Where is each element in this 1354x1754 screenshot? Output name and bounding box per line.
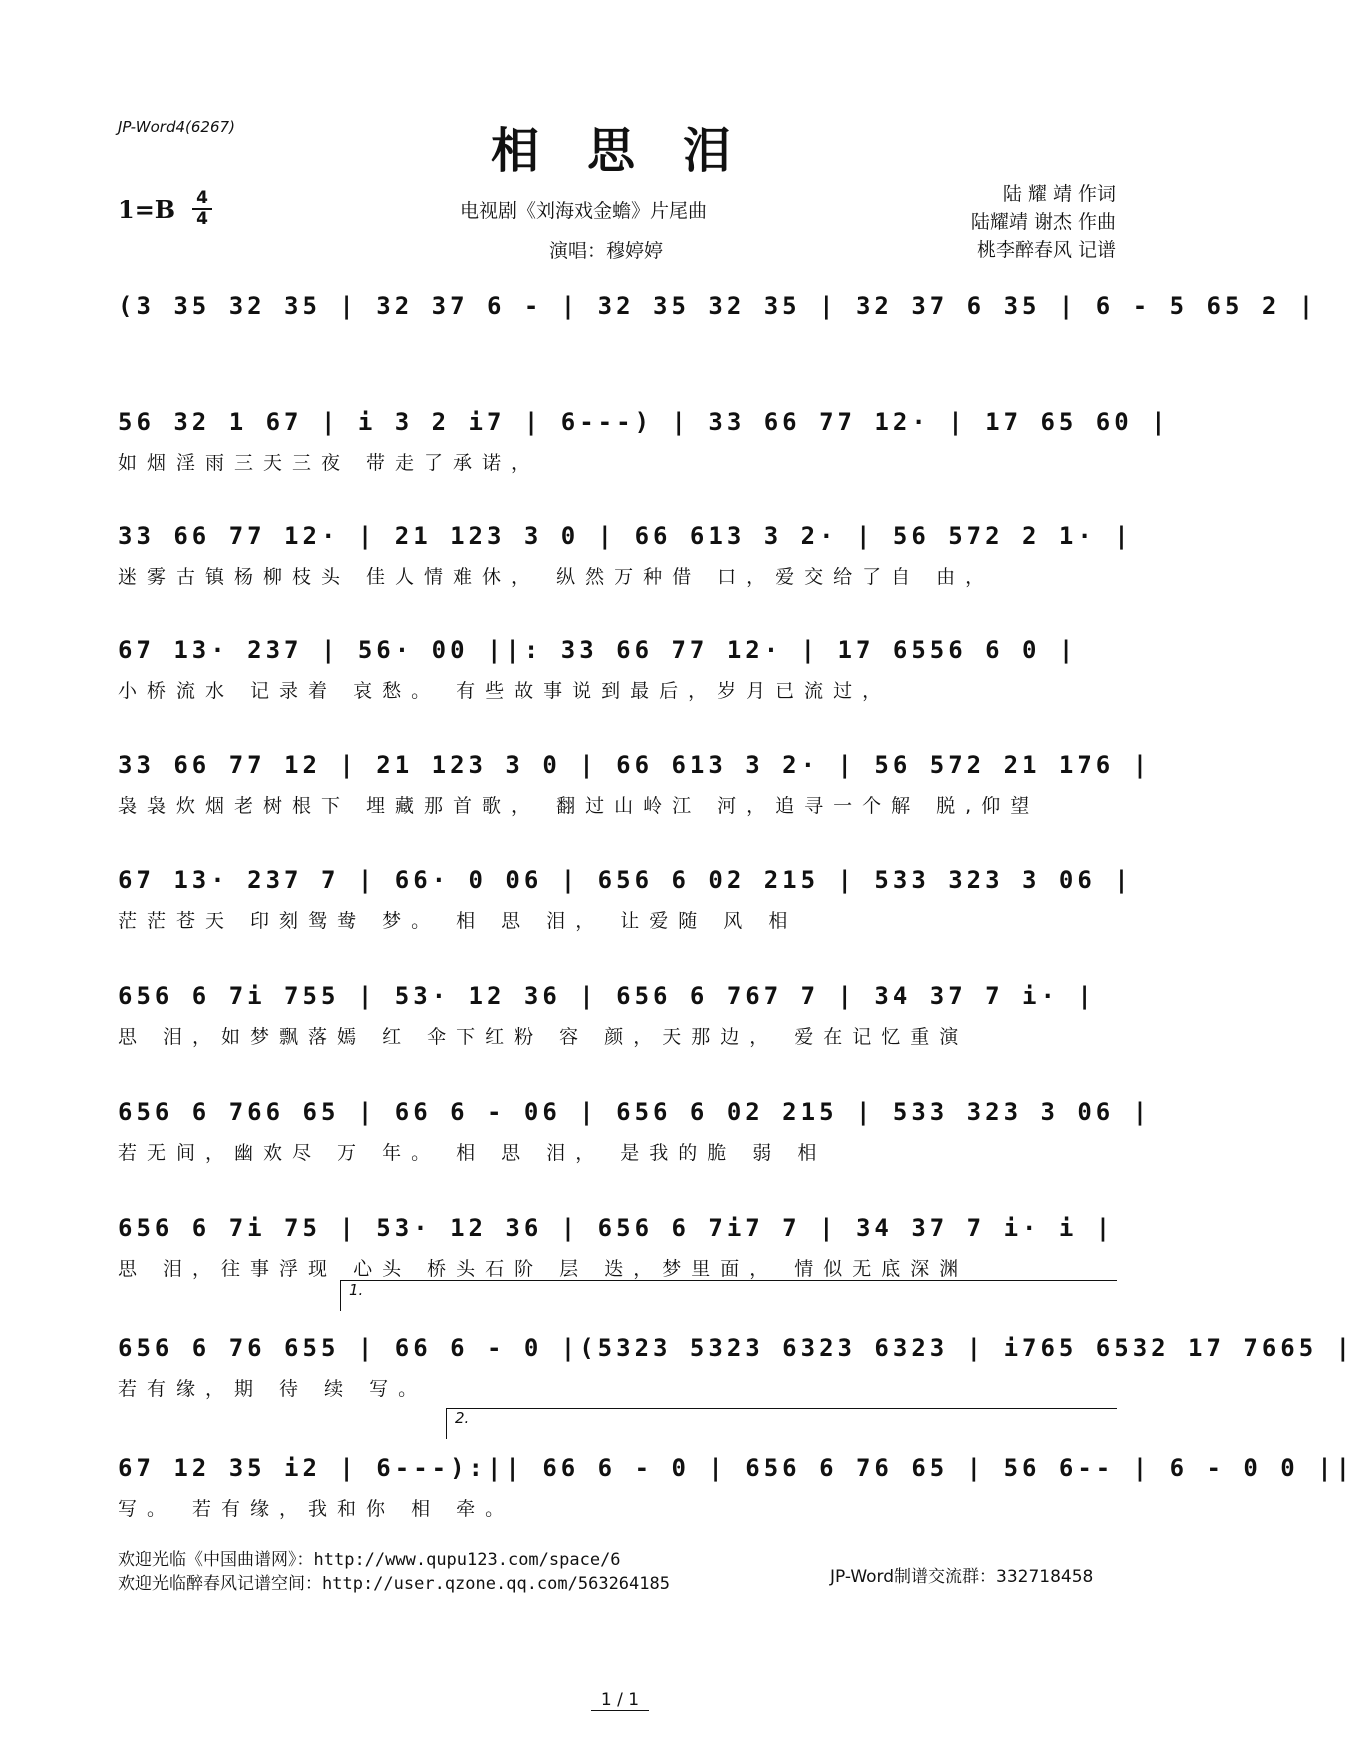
- subtitle: 电视剧《刘海戏金蟾》片尾曲: [460, 200, 708, 222]
- key-signature: 1=B: [118, 195, 176, 224]
- notation-line: [118, 1446, 1354, 1490]
- score-system-8: [118, 1090, 1152, 1168]
- footer-group: JP-Word制谱交流群：332718458: [830, 1567, 1094, 1587]
- page-number: [0, 1690, 1240, 1710]
- lyrics-line: 茫茫苍天 印刻鸳鸯 梦。 相 思 泪， 让爱随 风 相: [118, 910, 798, 932]
- software-label: JP-Word4(6267): [118, 118, 235, 136]
- score-system-3: [118, 514, 1133, 592]
- notation-text: 656 6 7i 75 | 53· 12 36 | 656 6 7i7 7 | 34 37 7 i· i |: [118, 1214, 1115, 1242]
- credits: [920, 180, 1116, 264]
- page-number-text: 1 / 1: [591, 1690, 649, 1711]
- notation-text: 67 12 35 i2 | 6---):|| 66 6 - 0 | 656 6 76 65 | 56 6-- | 6 - 0 0 ||: [118, 1454, 1354, 1482]
- singer: 演唱：穆婷婷: [549, 240, 664, 262]
- footer-link-qzone: 欢迎光临醉春风记谱空间：http://user.qzone.qq.com/563264185: [118, 1574, 670, 1594]
- notation-text: (3 35 32 35 | 32 37 6 - | 32 35 32 35 | 32 37 6 35 | 6 - 5 65 2 |: [118, 292, 1318, 320]
- footer-link-qupu: 欢迎光临《中国曲谱网》：http://www.qupu123.com/space/6: [118, 1550, 621, 1570]
- volta-second-label: 2.: [455, 1409, 470, 1427]
- notation-text: 33 66 77 12· | 21 123 3 0 | 66 613 3 2· | 56 572 2 1· |: [118, 522, 1133, 550]
- score-system-7: [118, 974, 1118, 1052]
- notation-line: [118, 1326, 1354, 1370]
- lyrics-line: 思 泪，如梦飘落嫣 红 伞下红粉 容 颜，天那边， 爱在记忆重演: [118, 1026, 969, 1048]
- meter-top: 4: [196, 188, 208, 208]
- score-system-5: [118, 743, 1152, 821]
- notation-text: 56 32 1 67 | i 3 2 i7 | 6---) | 33 66 77 12· | 17 65 60 |: [118, 408, 1170, 436]
- lyrics-line: 如烟淫雨三天三夜 带走了承诺，: [118, 452, 541, 474]
- notation-line: [118, 1206, 1118, 1250]
- notation-line: [118, 628, 1118, 672]
- notation-line: [118, 858, 1133, 902]
- transcriber: 桃李醉春风 记谱: [976, 239, 1116, 261]
- score-system-9: [118, 1206, 1118, 1284]
- volta-first-label: 1.: [349, 1281, 364, 1299]
- notation-line: [118, 400, 1170, 444]
- composer: 陆耀靖 谢杰 作曲: [970, 211, 1116, 233]
- notation-text: 33 66 77 12 | 21 123 3 0 | 66 613 3 2· | 56 572 21 176 |: [118, 751, 1152, 779]
- lyrics-line: 若无间，幽欢尽 万 年。 相 思 泪， 是我的脆 弱 相: [118, 1142, 827, 1164]
- notation-line: [118, 1090, 1152, 1134]
- score-system-10: [118, 1326, 1354, 1404]
- meter-bottom: 4: [196, 209, 208, 229]
- notation-text: 656 6 76 655 | 66 6 - 0 |(5323 5323 6323 6323 | i765 6532 17 7665 |: [118, 1334, 1354, 1362]
- notation-line: [118, 743, 1152, 787]
- notation-line: [118, 284, 1318, 328]
- lyrics-line: 写。 若有缘，我和你 相 牵。: [118, 1498, 515, 1520]
- notation-text: 67 13· 237 | 56· 00 ||: 33 66 77 12· | 17 6556 6 0 |: [118, 636, 1078, 664]
- notation-text: 67 13· 237 7 | 66· 0 06 | 656 6 02 215 | 533 323 3 06 |: [118, 866, 1133, 894]
- notation-line: [118, 514, 1133, 558]
- score-system-4: [118, 628, 1118, 706]
- lyrics-line: 迷雾古镇杨柳枝头 佳人情难休， 纵然万种借 口，爱交给了自 由，: [118, 566, 995, 588]
- footer-links: [118, 1548, 670, 1596]
- lyrics-line: [118, 332, 1118, 362]
- lyrics-line: 袅袅炊烟老树根下 埋藏那首歌， 翻过山岭江 河，追寻一个解 脱,仰望: [118, 795, 1040, 817]
- score-system-1: [118, 284, 1318, 362]
- score-system-6: [118, 858, 1133, 936]
- notation-line: [118, 974, 1118, 1018]
- lyrics-line: 思 泪，往事浮现 心头 桥头石阶 层 迭，梦里面， 情似无底深渊: [118, 1258, 969, 1280]
- score-system-2: [118, 400, 1170, 478]
- volta-first-ending: [340, 1280, 1117, 1311]
- time-signature: [192, 190, 212, 228]
- lyricist: 陆 耀 靖 作词: [1002, 183, 1116, 205]
- lyrics-line: 小桥流水 记录着 哀愁。 有些故事说到最后，岁月已流过，: [118, 680, 892, 702]
- volta-second-ending: [446, 1408, 1117, 1439]
- song-title: 相思泪: [490, 123, 779, 179]
- notation-text: 656 6 7i 755 | 53· 12 36 | 656 6 767 7 | 34 37 7 i· |: [118, 982, 1096, 1010]
- lyrics-line: 若有缘，期 待 续 写。: [118, 1378, 428, 1400]
- score-system-11: [118, 1446, 1354, 1524]
- notation-text: 656 6 766 65 | 66 6 - 06 | 656 6 02 215 | 533 323 3 06 |: [118, 1098, 1152, 1126]
